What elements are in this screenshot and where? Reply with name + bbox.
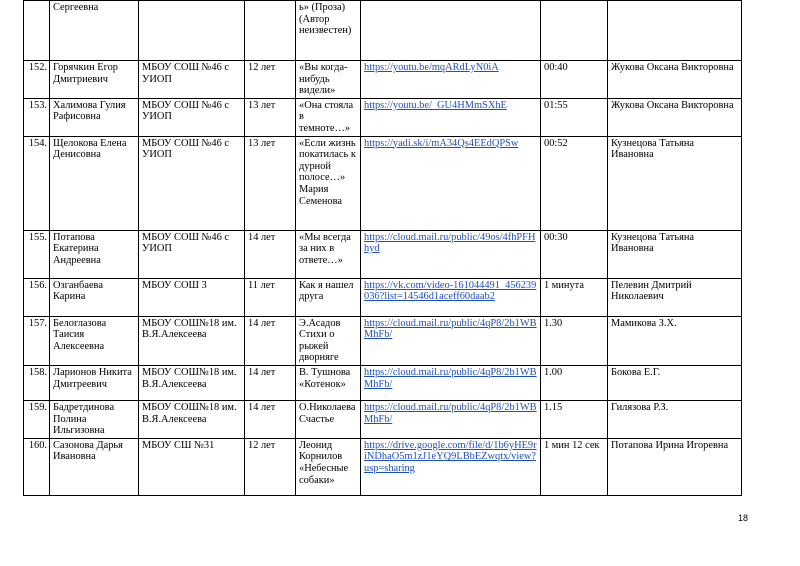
teacher-name: Пелевин Дмитрий Николаевич xyxy=(608,278,742,316)
participant-age: 11 лет xyxy=(245,278,296,316)
duration: 01:55 xyxy=(541,98,608,136)
participant-age: 14 лет xyxy=(245,230,296,278)
table-row xyxy=(24,98,742,136)
teacher-name: Кузнецова Татьяна Ивановна xyxy=(608,230,742,278)
school-name: МБОУ СШ №31 xyxy=(139,438,245,495)
work-title: «Вы когда-нибудь видели» xyxy=(296,61,361,99)
work-title: Как я нашел друга xyxy=(296,278,361,316)
table-row xyxy=(24,230,742,278)
row-number: 154. xyxy=(24,136,50,230)
participant-name: Белоглазова Таисия Алексеевна xyxy=(50,316,139,365)
participant-age: 14 лет xyxy=(245,400,296,438)
table-row xyxy=(24,1,742,61)
work-title: В. Тушнова «Котенок» xyxy=(296,365,361,400)
table-row xyxy=(24,438,742,495)
table-row xyxy=(24,61,742,99)
work-title: Леонид Корнилов «Небесные собаки» xyxy=(296,438,361,495)
row-number: 156. xyxy=(24,278,50,316)
row-number: 153. xyxy=(24,98,50,136)
work-title: «Мы всегда за них в ответе…» xyxy=(296,230,361,278)
school-name: МБОУ СОШ 3 xyxy=(139,278,245,316)
participant-name: Потапова Екатерина Андреевна xyxy=(50,230,139,278)
video-link[interactable]: https://vk.com/video-161044491_456239036?list=14546d1aceff60daab2 xyxy=(361,278,541,316)
table-row xyxy=(24,365,742,400)
participant-name: Горячкин Егор Дмитриевич xyxy=(50,61,139,99)
work-title: «Если жизнь покатилась к дурной полосе…» Мария Семенова xyxy=(296,136,361,230)
participant-age: 12 лет xyxy=(245,61,296,99)
participant-age: 14 лет xyxy=(245,316,296,365)
page-number: 18 xyxy=(737,513,748,523)
participants-table xyxy=(23,0,742,496)
teacher-name: Кузнецова Татьяна Ивановна xyxy=(608,136,742,230)
work-title: ь» (Проза) (Автор неизвестен) xyxy=(296,1,361,61)
participant-name: Ларионов Никита Дмитреевич xyxy=(50,365,139,400)
school-name: МБОУ СОШ №46 с УИОП xyxy=(139,136,245,230)
teacher-name: Жукова Оксана Викторовна xyxy=(608,98,742,136)
school-name: МБОУ СОШ№18 им. В.Я.Алексеева xyxy=(139,365,245,400)
duration: 1.00 xyxy=(541,365,608,400)
participant-name: Бадретдинова Полина Ильгизовна xyxy=(50,400,139,438)
participant-name: Халимова Гулия Рафисовна xyxy=(50,98,139,136)
duration: 1.15 xyxy=(541,400,608,438)
work-title: О.Николаева Счастье xyxy=(296,400,361,438)
video-link[interactable]: https://cloud.mail.ru/public/49os/4fhPFHhyd xyxy=(361,230,541,278)
video-link[interactable]: https://drive.google.com/file/d/1b6yHE9riNDhaO5m1zJ1eYQ9LBbEZwqtx/view?usp=sharing xyxy=(361,438,541,495)
row-number: 155. xyxy=(24,230,50,278)
participant-name: Озганбаева Карина xyxy=(50,278,139,316)
video-link[interactable]: https://youtu.be/mqARdLyN0iA xyxy=(361,61,541,99)
row-number: 160. xyxy=(24,438,50,495)
row-number: 158. xyxy=(24,365,50,400)
teacher-name: Жукова Оксана Викторовна xyxy=(608,61,742,99)
table-row xyxy=(24,316,742,365)
duration: 00:30 xyxy=(541,230,608,278)
teacher-name: Бокова Е.Г. xyxy=(608,365,742,400)
participant-age: 13 лет xyxy=(245,98,296,136)
row-number: 152. xyxy=(24,61,50,99)
school-name: МБОУ СОШ №46 с УИОП xyxy=(139,98,245,136)
row-number: 157. xyxy=(24,316,50,365)
duration: 1.30 xyxy=(541,316,608,365)
participant-age: 14 лет xyxy=(245,365,296,400)
teacher-name xyxy=(608,1,742,61)
table-row xyxy=(24,136,742,230)
table-row xyxy=(24,278,742,316)
duration: 1 мин 12 сек xyxy=(541,438,608,495)
teacher-name: Потапова Ирина Игоревна xyxy=(608,438,742,495)
video-link[interactable]: https://cloud.mail.ru/public/4qP8/2b1WBMhFb/ xyxy=(361,365,541,400)
teacher-name: Мамикова З.Х. xyxy=(608,316,742,365)
video-link xyxy=(361,1,541,61)
participant-age xyxy=(245,1,296,61)
participant-age: 13 лет xyxy=(245,136,296,230)
participant-name: Сергеевна xyxy=(50,1,139,61)
table-body xyxy=(24,1,742,496)
school-name xyxy=(139,1,245,61)
row-number: 159. xyxy=(24,400,50,438)
teacher-name: Гилязова Р.З. xyxy=(608,400,742,438)
duration xyxy=(541,1,608,61)
duration: 00:40 xyxy=(541,61,608,99)
duration: 00:52 xyxy=(541,136,608,230)
work-title: «Она стояла в темноте…» xyxy=(296,98,361,136)
duration: 1 минута xyxy=(541,278,608,316)
row-number xyxy=(24,1,50,61)
participant-age: 12 лет xyxy=(245,438,296,495)
work-title: Э.Асадов Стихи о рыжей дворняге xyxy=(296,316,361,365)
school-name: МБОУ СОШ №46 с УИОП xyxy=(139,230,245,278)
video-link[interactable]: https://yadi.sk/i/mA34Qs4EEdQPSw xyxy=(361,136,541,230)
video-link[interactable]: https://cloud.mail.ru/public/4qP8/2b1WBMhFb/ xyxy=(361,400,541,438)
school-name: МБОУ СОШ№18 им. В.Я.Алексеева xyxy=(139,400,245,438)
school-name: МБОУ СОШ№18 им. В.Я.Алексеева xyxy=(139,316,245,365)
participant-name: Сазонова Дарья Ивановна xyxy=(50,438,139,495)
school-name: МБОУ СОШ №46 с УИОП xyxy=(139,61,245,99)
video-link[interactable]: https://youtu.be/_GU4HMmSXhE xyxy=(361,98,541,136)
table-row xyxy=(24,400,742,438)
video-link[interactable]: https://cloud.mail.ru/public/4qP8/2b1WBMhFb/ xyxy=(361,316,541,365)
participant-name: Щелокова Елена Денисовна xyxy=(50,136,139,230)
